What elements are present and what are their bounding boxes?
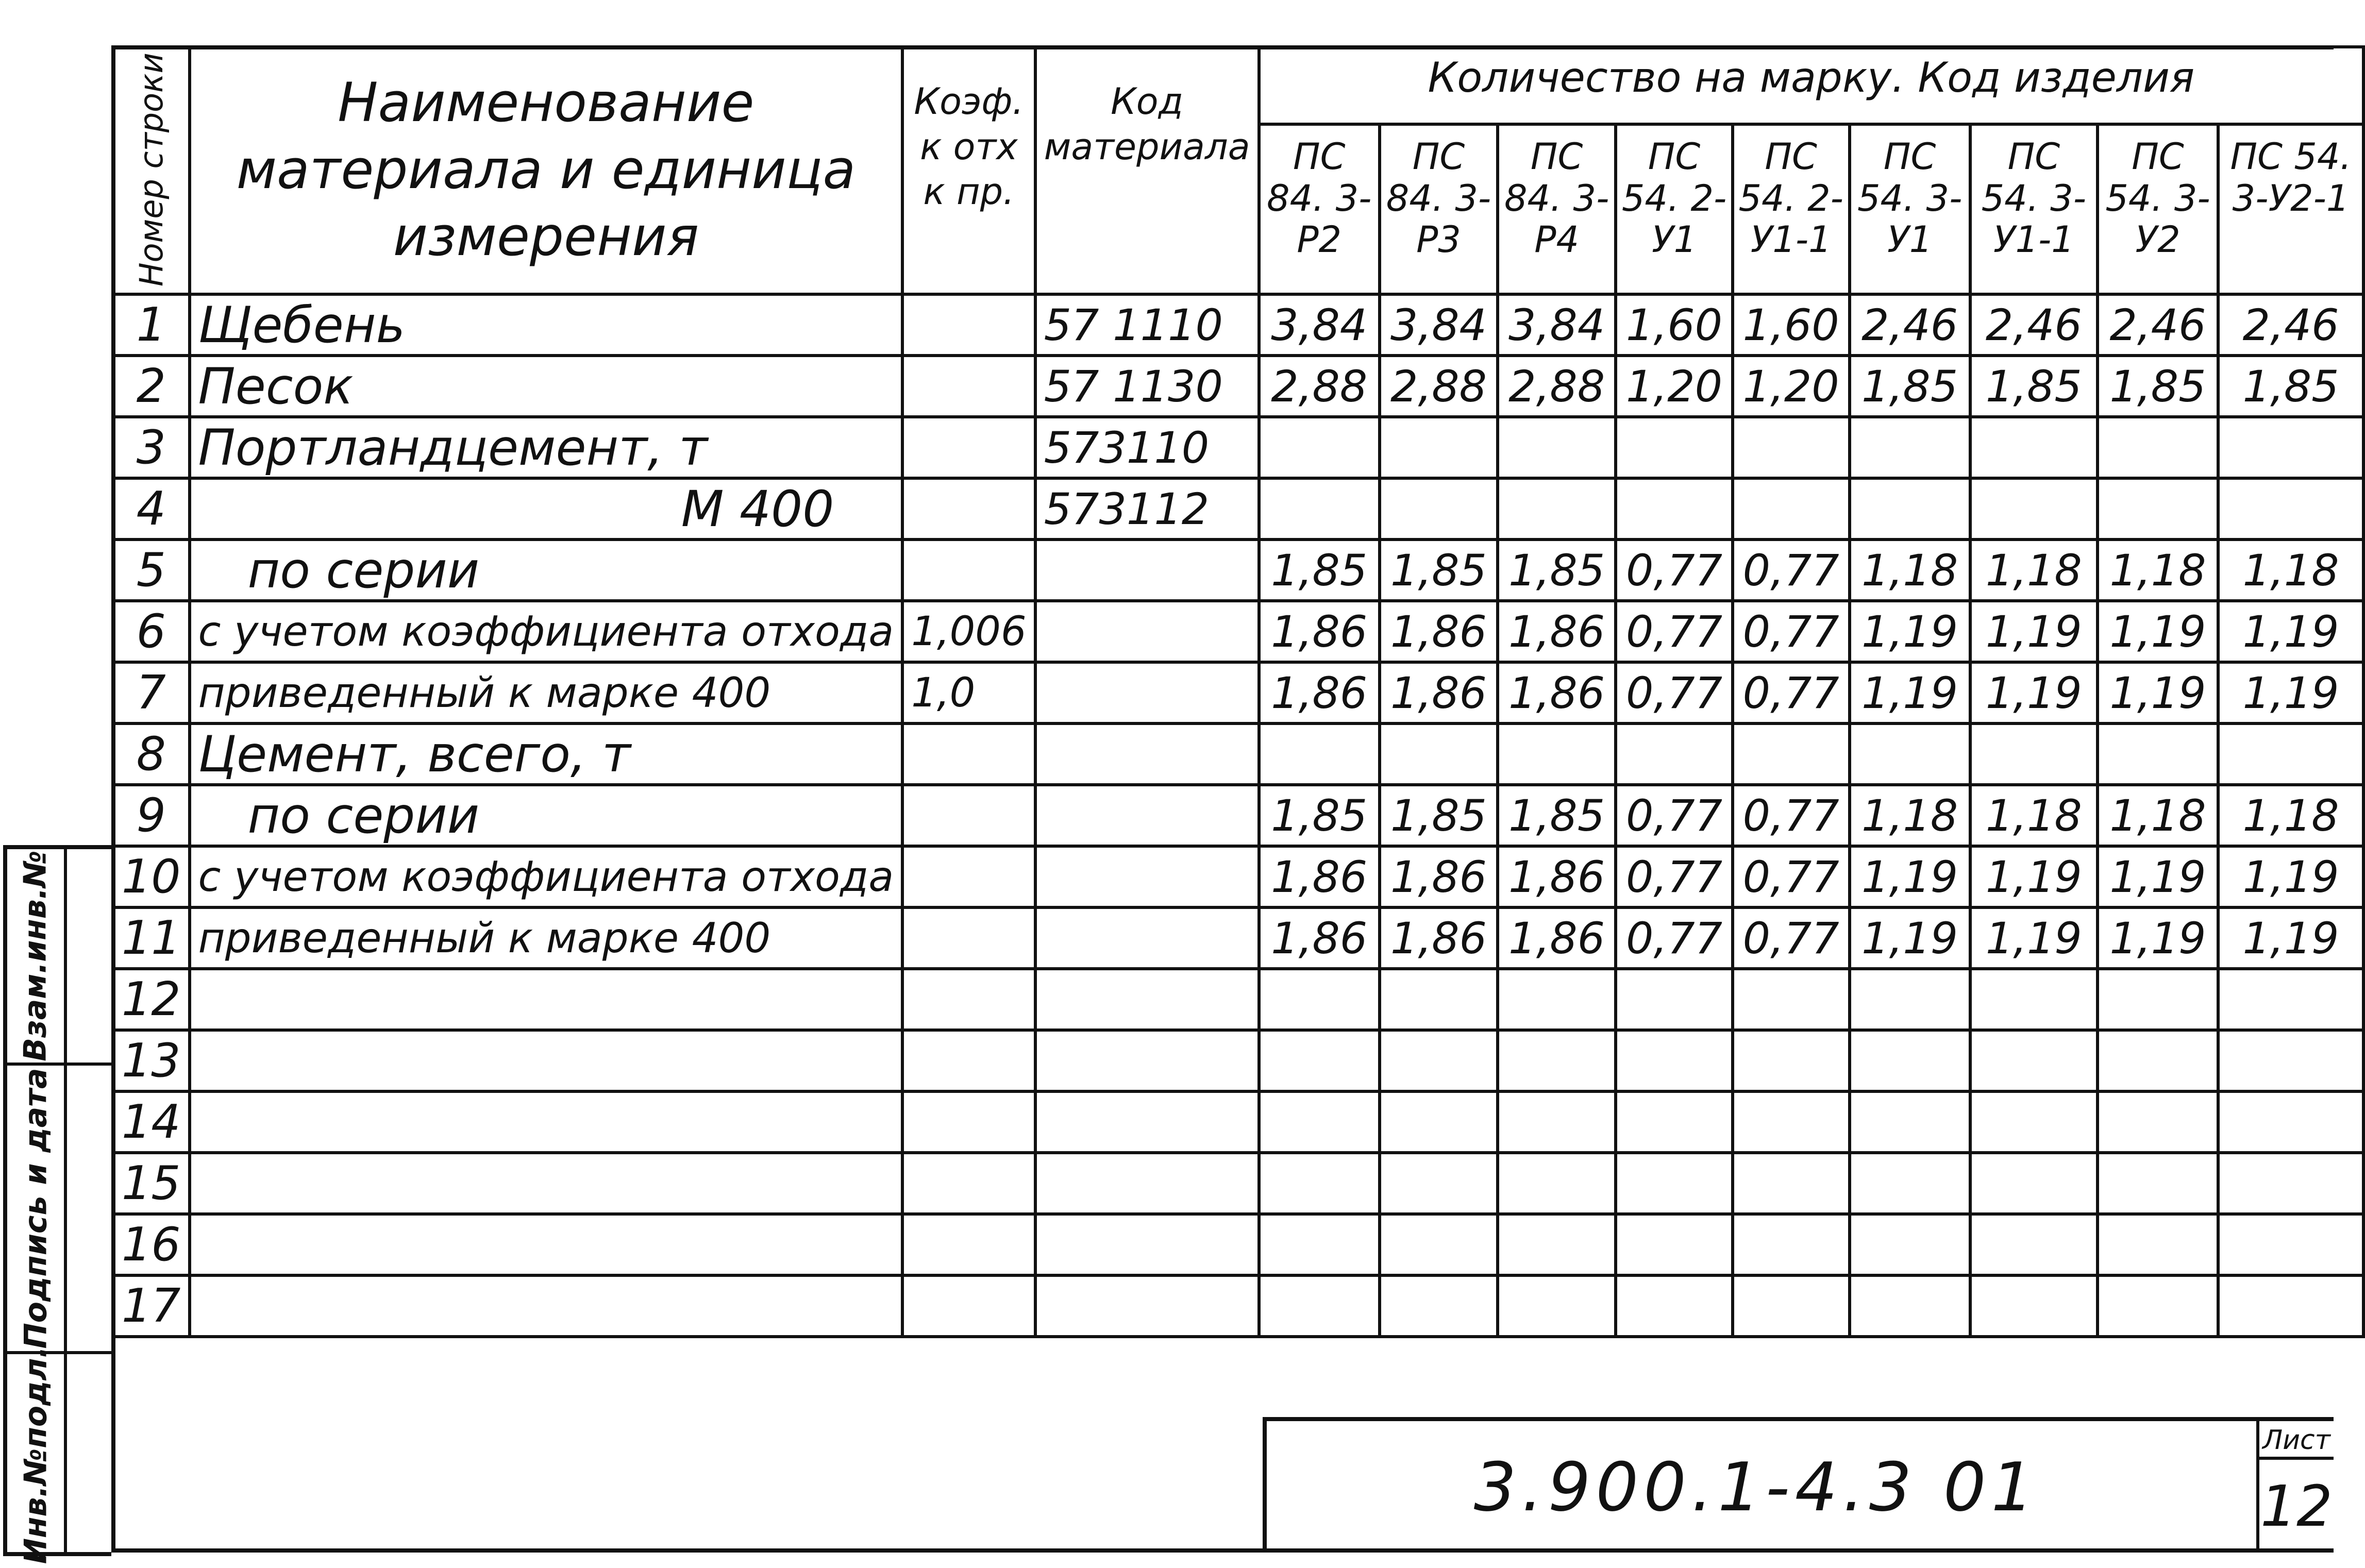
material-code: [1035, 1214, 1259, 1275]
quantity-value: 1,19: [1970, 846, 2098, 907]
quantity-value: [2218, 1091, 2363, 1153]
quantity-value: 1,85: [1498, 785, 1616, 846]
material-code: [1035, 846, 1259, 907]
quantity-value: [1380, 478, 1498, 539]
header-mark: ПС 54. 2-У1-1: [1733, 124, 1850, 294]
quantity-value: 2,46: [1970, 294, 2098, 356]
side-stamp: [3, 845, 111, 1564]
quantity-value: [2098, 417, 2218, 478]
quantity-value: 1,86: [1259, 907, 1380, 969]
row-number: 8: [113, 723, 190, 785]
quantity-value: [1970, 1153, 2098, 1214]
quantity-value: 1,19: [1850, 907, 1970, 969]
material-code: [1035, 601, 1259, 662]
row-number: 6: [113, 601, 190, 662]
header-mark: ПС 54. 3-У2: [2098, 124, 2218, 294]
coefficient-value: 1,0: [902, 662, 1035, 723]
quantity-value: [1616, 1275, 1733, 1337]
stamp-inner-column: [64, 849, 115, 1552]
quantity-value: 1,60: [1733, 294, 1850, 356]
quantity-value: [1259, 1153, 1380, 1214]
table-row: [113, 846, 2363, 907]
quantity-value: [1850, 1214, 1970, 1275]
header-mark: ПС 84. 3-Р3: [1380, 124, 1498, 294]
material-name: [190, 1091, 903, 1153]
material-name: с учетом коэффициента отхода: [190, 846, 903, 907]
row-number: 14: [113, 1091, 190, 1153]
quantity-value: 1,18: [1970, 785, 2098, 846]
quantity-value: [1380, 1275, 1498, 1337]
quantity-value: 1,60: [1616, 294, 1733, 356]
table-row: [113, 662, 2363, 723]
quantity-value: [1850, 1030, 1970, 1091]
quantity-value: [1970, 417, 2098, 478]
stamp-label-signature-date: Подпись и дата: [18, 1068, 54, 1349]
quantity-value: 1,18: [2098, 539, 2218, 601]
quantity-value: [1259, 1030, 1380, 1091]
quantity-value: 1,86: [1498, 662, 1616, 723]
quantity-value: 0,77: [1733, 907, 1850, 969]
material-code: 57 1130: [1035, 356, 1259, 417]
quantity-value: 1,85: [1259, 785, 1380, 846]
stamp-replaced-inv: [7, 849, 64, 1066]
quantity-value: 1,19: [1970, 907, 2098, 969]
quantity-value: [1380, 417, 1498, 478]
quantity-value: 1,85: [1380, 785, 1498, 846]
quantity-value: [1970, 1275, 2098, 1337]
row-number: 9: [113, 785, 190, 846]
material-name: [190, 1153, 903, 1214]
quantity-value: 0,77: [1733, 785, 1850, 846]
table-row: [113, 478, 2363, 539]
quantity-value: 0,77: [1733, 846, 1850, 907]
quantity-value: 0,77: [1616, 846, 1733, 907]
quantity-value: [1733, 1214, 1850, 1275]
stamp-signature-date: [7, 1066, 64, 1354]
quantity-value: 1,86: [1380, 662, 1498, 723]
quantity-value: 1,19: [1970, 662, 2098, 723]
quantity-value: [1616, 1030, 1733, 1091]
coefficient-value: [902, 785, 1035, 846]
quantity-value: [1616, 1214, 1733, 1275]
quantity-value: 0,77: [1733, 662, 1850, 723]
quantity-value: [1850, 723, 1970, 785]
quantity-value: 3,84: [1380, 294, 1498, 356]
quantity-value: 1,85: [1380, 539, 1498, 601]
quantity-value: [2218, 1214, 2363, 1275]
quantity-value: 2,46: [2218, 294, 2363, 356]
header-mark: ПС 84. 3-Р2: [1259, 124, 1380, 294]
quantity-value: [1616, 1091, 1733, 1153]
quantity-value: [1259, 1091, 1380, 1153]
quantity-value: [1733, 1030, 1850, 1091]
quantity-value: [1498, 478, 1616, 539]
quantity-value: 1,18: [2218, 785, 2363, 846]
header-mark: ПС 54. 3-У2-1: [2218, 124, 2363, 294]
quantity-value: 1,86: [1498, 601, 1616, 662]
quantity-value: [1733, 1275, 1850, 1337]
quantity-value: [1616, 417, 1733, 478]
quantity-value: [2218, 1153, 2363, 1214]
quantity-value: [1259, 1214, 1380, 1275]
quantity-value: 1,86: [1380, 907, 1498, 969]
quantity-value: 1,85: [2098, 356, 2218, 417]
quantity-value: 1,19: [1850, 662, 1970, 723]
quantity-value: 2,88: [1380, 356, 1498, 417]
coefficient-value: [902, 1030, 1035, 1091]
material-code: 573110: [1035, 417, 1259, 478]
quantity-value: 1,86: [1259, 846, 1380, 907]
quantity-value: 0,77: [1616, 539, 1733, 601]
quantity-value: [1259, 723, 1380, 785]
sheet-number: 12: [2260, 1473, 2333, 1539]
table-row: [113, 723, 2363, 785]
coefficient-value: [902, 723, 1035, 785]
quantity-value: [2098, 478, 2218, 539]
quantity-value: 1,19: [2218, 907, 2363, 969]
table-row: [113, 1214, 2363, 1275]
table-row: [113, 1030, 2363, 1091]
quantity-value: 1,18: [1850, 539, 1970, 601]
coefficient-value: [902, 1153, 1035, 1214]
coefficient-value: [902, 478, 1035, 539]
material-name: по серии: [190, 785, 903, 846]
quantity-value: [2218, 969, 2363, 1030]
coefficient-value: [902, 294, 1035, 356]
quantity-value: [1498, 723, 1616, 785]
quantity-value: [2218, 1275, 2363, 1337]
quantity-value: [1733, 417, 1850, 478]
table-row: [113, 1091, 2363, 1153]
quantity-value: 1,19: [2098, 846, 2218, 907]
quantity-value: [1733, 969, 1850, 1030]
quantity-value: [1850, 478, 1970, 539]
row-number: 3: [113, 417, 190, 478]
quantity-value: 0,77: [1616, 601, 1733, 662]
coefficient-value: [902, 1214, 1035, 1275]
quantity-value: [1733, 723, 1850, 785]
sheet-box: [2256, 1421, 2334, 1553]
quantity-value: [1970, 723, 2098, 785]
quantity-value: [1850, 969, 1970, 1030]
quantity-value: [1616, 969, 1733, 1030]
row-number: 2: [113, 356, 190, 417]
header-mark: ПС 54. 2-У1: [1616, 124, 1733, 294]
material-code: [1035, 723, 1259, 785]
quantity-value: 1,19: [2218, 662, 2363, 723]
row-number: 11: [113, 907, 190, 969]
quantity-value: [1970, 1091, 2098, 1153]
material-name: [190, 1214, 903, 1275]
row-number: 12: [113, 969, 190, 1030]
quantity-value: [1498, 1153, 1616, 1214]
quantity-value: [1259, 417, 1380, 478]
material-code: [1035, 785, 1259, 846]
quantity-value: 1,19: [1970, 601, 2098, 662]
material-code: [1035, 1030, 1259, 1091]
quantity-value: 2,88: [1498, 356, 1616, 417]
header-row-number-text: Номер строки: [132, 53, 170, 286]
table-row: [113, 539, 2363, 601]
quantity-value: [1380, 1214, 1498, 1275]
quantity-value: [1733, 1153, 1850, 1214]
material-code: [1035, 1275, 1259, 1337]
quantity-value: 1,19: [2098, 907, 2218, 969]
material-name: Цемент, всего, т: [190, 723, 903, 785]
quantity-value: 1,19: [1850, 846, 1970, 907]
coefficient-value: [902, 1091, 1035, 1153]
quantity-value: [2098, 1153, 2218, 1214]
coefficient-value: [902, 417, 1035, 478]
material-name: приведенный к марке 400: [190, 907, 903, 969]
quantity-value: [2218, 723, 2363, 785]
table-row: [113, 969, 2363, 1030]
quantity-value: [1850, 1275, 1970, 1337]
quantity-value: 1,85: [2218, 356, 2363, 417]
document-code: 3.900.1-4.3 01: [1473, 1447, 2039, 1526]
quantity-value: [1259, 478, 1380, 539]
quantity-value: 2,46: [1850, 294, 1970, 356]
quantity-value: [2098, 1214, 2218, 1275]
quantity-value: 1,86: [1380, 601, 1498, 662]
material-name: [190, 1030, 903, 1091]
material-name: по серии: [190, 539, 903, 601]
quantity-value: [2218, 1030, 2363, 1091]
quantity-value: [1498, 417, 1616, 478]
quantity-value: [1380, 1030, 1498, 1091]
quantity-value: 1,19: [2218, 846, 2363, 907]
table-row: [113, 1153, 2363, 1214]
quantity-value: [1970, 969, 2098, 1030]
row-number: 4: [113, 478, 190, 539]
row-number: 13: [113, 1030, 190, 1091]
quantity-value: [1259, 969, 1380, 1030]
quantity-value: [1850, 417, 1970, 478]
coefficient-value: [902, 539, 1035, 601]
quantity-value: [1733, 478, 1850, 539]
header-mark: ПС 54. 3-У1-1: [1970, 124, 2098, 294]
title-block: [1263, 1417, 2334, 1553]
row-number: 5: [113, 539, 190, 601]
quantity-value: 1,18: [1970, 539, 2098, 601]
quantity-value: 1,19: [1850, 601, 1970, 662]
quantity-value: 2,46: [2098, 294, 2218, 356]
quantity-value: 2,88: [1259, 356, 1380, 417]
material-code: 57 1110: [1035, 294, 1259, 356]
material-name: Песок: [190, 356, 903, 417]
quantity-value: [1970, 478, 2098, 539]
quantity-value: [1380, 1091, 1498, 1153]
quantity-value: [1259, 1275, 1380, 1337]
quantity-value: 1,20: [1616, 356, 1733, 417]
quantity-value: 1,85: [1498, 539, 1616, 601]
table-row: [113, 356, 2363, 417]
sheet-label: Лист: [2259, 1421, 2334, 1460]
row-number: 7: [113, 662, 190, 723]
stamp-original-inv: [7, 1346, 64, 1564]
quantity-value: [2218, 417, 2363, 478]
quantity-value: [2098, 1030, 2218, 1091]
quantity-value: [2098, 1275, 2218, 1337]
quantity-value: [1498, 969, 1616, 1030]
quantity-value: [1850, 1091, 1970, 1153]
quantity-value: 1,20: [1733, 356, 1850, 417]
coefficient-value: 1,006: [902, 601, 1035, 662]
coefficient-value: [902, 969, 1035, 1030]
material-name: Щебень: [190, 294, 903, 356]
quantity-value: [1498, 1275, 1616, 1337]
quantity-value: 1,86: [1259, 601, 1380, 662]
stamp-label-replaced-inv: Взам.инв.№: [18, 850, 54, 1061]
table-row: [113, 907, 2363, 969]
row-number: 1: [113, 294, 190, 356]
material-code: [1035, 1153, 1259, 1214]
quantity-value: [1498, 1214, 1616, 1275]
coefficient-value: [902, 356, 1035, 417]
material-code: [1035, 1091, 1259, 1153]
header-mark: ПС 54. 3-У1: [1850, 124, 1970, 294]
quantity-value: [2218, 478, 2363, 539]
quantity-value: [2098, 1091, 2218, 1153]
material-spec-table: [111, 45, 2365, 1338]
quantity-value: 1,86: [1259, 662, 1380, 723]
quantity-value: [2098, 723, 2218, 785]
material-name: Портландцемент, т: [190, 417, 903, 478]
quantity-value: 1,18: [2098, 785, 2218, 846]
quantity-value: 0,77: [1733, 539, 1850, 601]
quantity-value: 1,19: [2098, 662, 2218, 723]
header-material-name: Наименование материала и единица измерения: [190, 47, 903, 294]
quantity-value: 1,19: [2098, 601, 2218, 662]
material-code: [1035, 539, 1259, 601]
quantity-value: 1,18: [1850, 785, 1970, 846]
material-name: с учетом коэффициента отхода: [190, 601, 903, 662]
quantity-value: [1380, 969, 1498, 1030]
quantity-value: 0,77: [1616, 785, 1733, 846]
header-mark: ПС 84. 3-Р4: [1498, 124, 1616, 294]
table-row: [113, 294, 2363, 356]
quantity-value: 1,18: [2218, 539, 2363, 601]
table-row: [113, 601, 2363, 662]
quantity-value: 1,85: [1850, 356, 1970, 417]
quantity-value: [1498, 1091, 1616, 1153]
coefficient-value: [902, 907, 1035, 969]
quantity-value: 1,85: [1970, 356, 2098, 417]
quantity-value: 1,85: [1259, 539, 1380, 601]
row-number: 17: [113, 1275, 190, 1337]
material-name: [190, 969, 903, 1030]
table-row: [113, 785, 2363, 846]
header-row-number: [113, 47, 190, 294]
row-number: 15: [113, 1153, 190, 1214]
material-code: [1035, 662, 1259, 723]
quantity-value: [1498, 1030, 1616, 1091]
material-name: приведенный к марке 400: [190, 662, 903, 723]
row-number: 10: [113, 846, 190, 907]
quantity-value: [1380, 1153, 1498, 1214]
material-code: 573112: [1035, 478, 1259, 539]
quantity-value: 3,84: [1498, 294, 1616, 356]
quantity-value: [1616, 723, 1733, 785]
quantity-value: 1,86: [1498, 846, 1616, 907]
stamp-label-original-inv: Инв.№подл.: [18, 1346, 54, 1564]
quantity-value: 1,86: [1380, 846, 1498, 907]
material-name: [190, 1275, 903, 1337]
coefficient-value: [902, 846, 1035, 907]
table-row: [113, 1275, 2363, 1337]
material-code: [1035, 907, 1259, 969]
header-quantity: Количество на марку. Код изделия: [1259, 47, 2363, 124]
quantity-value: 0,77: [1616, 662, 1733, 723]
quantity-value: [2098, 969, 2218, 1030]
quantity-value: 0,77: [1616, 907, 1733, 969]
row-number: 16: [113, 1214, 190, 1275]
header-material-code: Код материала: [1035, 47, 1259, 294]
spec-body: [113, 294, 2363, 1337]
quantity-value: 0,77: [1733, 601, 1850, 662]
table-row: [113, 417, 2363, 478]
quantity-value: 1,19: [2218, 601, 2363, 662]
header-coefficient: Коэф. к отх к пр.: [902, 47, 1035, 294]
quantity-value: [1616, 478, 1733, 539]
quantity-value: [1380, 723, 1498, 785]
coefficient-value: [902, 1275, 1035, 1337]
quantity-value: [1733, 1091, 1850, 1153]
quantity-value: [1850, 1153, 1970, 1214]
quantity-value: [1970, 1030, 2098, 1091]
quantity-value: [1970, 1214, 2098, 1275]
quantity-value: 3,84: [1259, 294, 1380, 356]
quantity-value: 1,86: [1498, 907, 1616, 969]
material-name: М 400: [190, 478, 903, 539]
quantity-value: [1616, 1153, 1733, 1214]
material-code: [1035, 969, 1259, 1030]
